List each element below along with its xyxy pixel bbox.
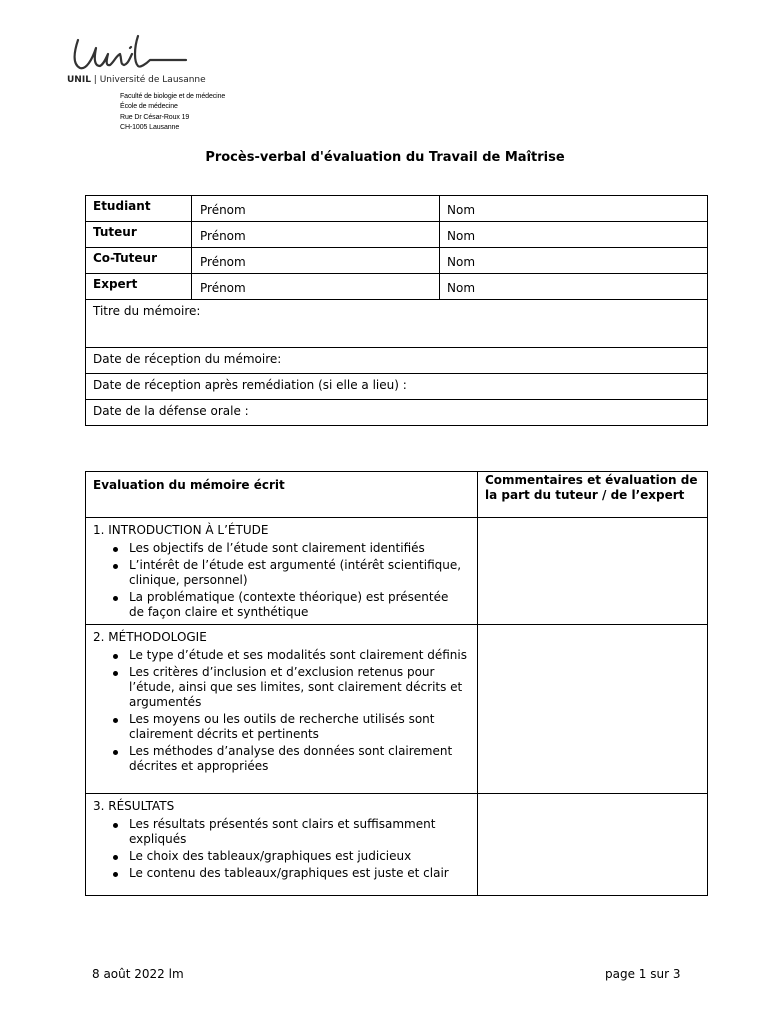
- unil-acronym: UNIL: [67, 75, 91, 85]
- page-number: page 1 sur 3: [605, 967, 681, 981]
- section-resultats: [86, 794, 478, 896]
- co-tuteur-firstname-field[interactable]: Prénom: [192, 248, 440, 274]
- evaluation-header: Evaluation du mémoire écrit: [86, 472, 478, 518]
- criterion-item: Les critères d’inclusion et d’exclusion retenus pour l’étude, ainsi que ses limites, sont clairement décrits et argumentés: [129, 665, 467, 710]
- label-tuteur: Tuteur: [86, 222, 192, 248]
- resultats-comment-field[interactable]: [478, 794, 708, 896]
- label-co-tuteur: Co-Tuteur: [86, 248, 192, 274]
- criterion-item: L’intérêt de l’étude est argumenté (intérêt scientifique, clinique, personnel): [129, 558, 467, 588]
- criterion-item: Les résultats présentés sont clairs et suffisamment expliqués: [129, 817, 467, 847]
- address-line: CH-1005 Lausanne: [120, 123, 180, 131]
- reception-date-field[interactable]: Date de réception du mémoire:: [86, 348, 708, 374]
- address-line: Faculté de biologie et de médecine: [120, 93, 226, 100]
- comments-header: Commentaires et évaluation de la part du tuteur / de l’expert: [478, 472, 708, 518]
- criterion-item: Les méthodes d’analyse des données sont clairement décrites et appropriées: [129, 744, 467, 774]
- section-introduction: [86, 518, 478, 625]
- criteria-list: [93, 648, 467, 774]
- criteria-list: [93, 541, 467, 620]
- introduction-comment-field[interactable]: [478, 518, 708, 625]
- tuteur-firstname-field[interactable]: Prénom: [192, 222, 440, 248]
- etudiant-firstname-field[interactable]: Prénom: [192, 196, 440, 222]
- section-heading: 1. INTRODUCTION À L’ÉTUDE: [93, 523, 269, 537]
- address-line: Rue Dr César-Roux 19: [120, 113, 190, 121]
- criterion-item: Les moyens ou les outils de recherche utilisés sont clairement décrits et pertinents: [129, 712, 467, 742]
- label-expert: Expert: [86, 274, 192, 300]
- faculty-address: [120, 92, 225, 133]
- expert-firstname-field[interactable]: Prénom: [192, 274, 440, 300]
- criterion-item: Les objectifs de l’étude sont clairement identifiés: [129, 541, 467, 556]
- section-methodologie: [86, 625, 478, 794]
- criterion-item: Le type d’étude et ses modalités sont clairement définis: [129, 648, 467, 662]
- address-line: École de médecine: [120, 103, 178, 111]
- memoire-title-field[interactable]: Titre du mémoire:: [86, 300, 708, 348]
- document-title: Procès-verbal d'évaluation du Travail de Maîtrise: [205, 150, 565, 165]
- expert-lastname-field[interactable]: Nom: [440, 274, 708, 300]
- criterion-item: Le choix des tableaux/graphiques est judicieux: [129, 849, 467, 864]
- section-heading: 3. RÉSULTATS: [93, 799, 175, 813]
- university-name: [67, 75, 206, 85]
- footer-date: 8 août 2022 lm: [92, 967, 184, 981]
- evaluation-table: [85, 471, 708, 896]
- co-tuteur-lastname-field[interactable]: Nom: [440, 248, 708, 274]
- defense-date-field[interactable]: Date de la défense orale :: [86, 400, 708, 426]
- logo-separator: |: [90, 75, 100, 85]
- criterion-item: La problématique (contexte théorique) est présentée de façon claire et synthétique: [129, 590, 467, 620]
- criteria-list: [93, 817, 467, 881]
- criterion-item: Le contenu des tableaux/graphiques est juste et clair: [129, 866, 467, 881]
- label-etudiant: Etudiant: [86, 196, 192, 222]
- methodologie-comment-field[interactable]: [478, 625, 708, 794]
- university-fullname: Université de Lausanne: [99, 75, 206, 85]
- etudiant-lastname-field[interactable]: Nom: [440, 196, 708, 222]
- identity-table: [85, 195, 708, 426]
- section-heading: 2. MÉTHODOLOGIE: [93, 630, 207, 644]
- tuteur-lastname-field[interactable]: Nom: [440, 222, 708, 248]
- remediation-date-field[interactable]: Date de réception après remédiation (si elle a lieu) :: [86, 374, 708, 400]
